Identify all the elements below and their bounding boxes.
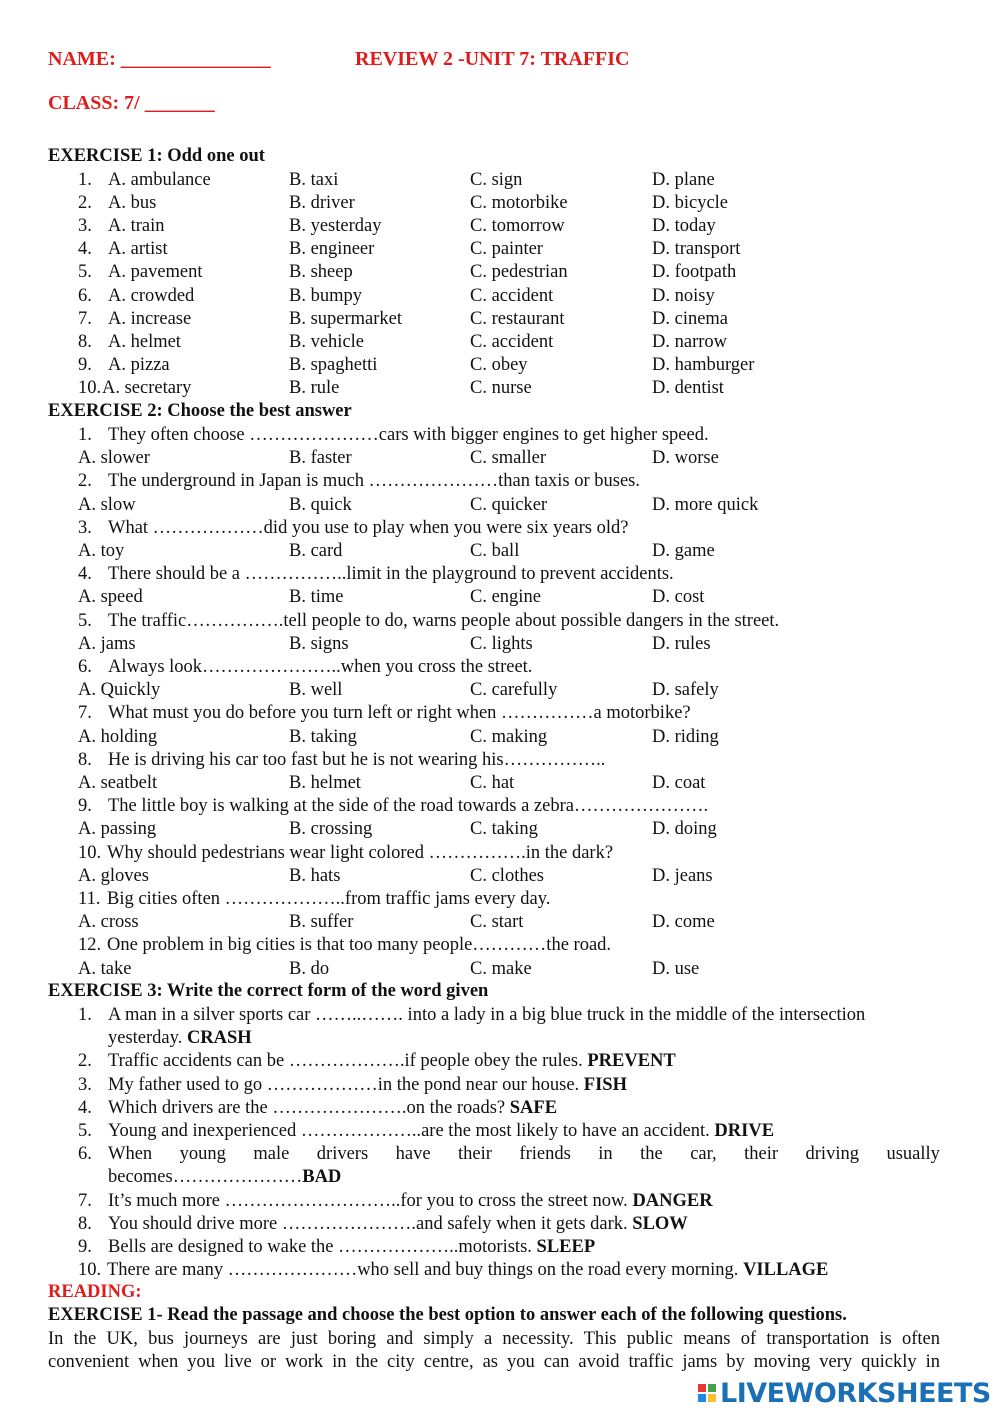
ex2-option-b: B. time <box>289 587 344 608</box>
ex2-question-text: Why should pedestrians wear light colored …………….in the dark? <box>107 842 614 863</box>
ex2-option-c: C. start <box>470 912 524 933</box>
ex1-option-a: A. bus <box>108 193 157 214</box>
ex1-option-d: D. bicycle <box>652 193 729 214</box>
ex1-option-d: D. transport <box>652 239 741 260</box>
ex3-question-number: 9. <box>78 1237 92 1257</box>
ex1-option-c: C. painter <box>470 239 543 260</box>
ex2-option-d: D. game <box>652 541 715 561</box>
ex1-option-a: A. train <box>108 216 165 237</box>
ex2-question-number: 1. <box>78 425 92 445</box>
ex1-option-c: C. tomorrow <box>470 216 565 237</box>
ex3-word-given: FISH <box>583 1074 627 1095</box>
ex3-question-text: My father used to go ………………in the pond near our house. <box>108 1074 584 1095</box>
ex3-question-text: Young and inexperienced ………………..are the most likely to have an accident. <box>108 1121 715 1141</box>
ex1-option-b: B. engineer <box>289 239 375 260</box>
ex3-word-given: VILLAGE <box>743 1260 829 1281</box>
ex3-question-text: Which drivers are the ………………….on the roads? <box>108 1097 510 1118</box>
ex3-question-number: 2. <box>78 1051 92 1072</box>
ex2-question <box>78 424 709 447</box>
ex2-option-d: D. safely <box>652 680 719 701</box>
name-field-label: NAME: _______________ <box>48 48 271 70</box>
ex2-question-text: Always look…………………..when you cross the street. <box>108 657 533 677</box>
ex1-number: 3. <box>78 216 92 237</box>
ex2-option-d: D. come <box>652 912 715 933</box>
ex1-option-d: D. narrow <box>652 331 728 352</box>
ex3-question <box>78 1120 774 1143</box>
ex1-option-a: A. helmet <box>108 331 181 352</box>
ex1-number: 8. <box>78 331 92 352</box>
ex1-option-c: C. obey <box>470 354 528 375</box>
ex1-option-d: D. today <box>652 216 716 237</box>
ex3-question-text: There are many …………………who sell and buy things on the road every morning. <box>107 1260 744 1281</box>
ex3-question <box>78 1004 865 1027</box>
ex3-question-text: Bells are designed to wake the ………………..motorists. <box>108 1237 537 1257</box>
ex2-question-text: The underground in Japan is much …………………than taxis or buses. <box>108 471 640 492</box>
ex2-question-number: 8. <box>78 749 92 770</box>
ex2-question <box>78 470 640 493</box>
ex2-option-a: A. cross <box>78 912 139 933</box>
ex2-question-number: 11. <box>78 889 101 909</box>
reading-passage-line-2: convenient when you live or work in the city centre, as you can avoid traffic jams by moving very quickly in <box>48 1352 940 1372</box>
ex2-question-number: 6. <box>78 657 92 677</box>
ex3-question <box>78 1097 557 1120</box>
ex1-option-b: B. yesterday <box>289 216 382 237</box>
ex2-option-b: B. signs <box>289 633 349 654</box>
ex2-option-a: A. toy <box>78 541 125 561</box>
ex2-question <box>78 888 550 911</box>
ex3-word-given: SLOW <box>632 1213 688 1234</box>
reading-exercise-title: EXERCISE 1- Read the passage and choose the best option to answer each of the following questions. <box>48 1305 847 1325</box>
ex2-question-text: The little boy is walking at the side of the road towards a zebra…………………. <box>108 796 709 817</box>
ex2-option-d: D. use <box>652 958 700 979</box>
ex2-option-b: B. taking <box>289 726 357 747</box>
logo-square <box>708 1384 716 1392</box>
ex3-question-number: 7. <box>78 1190 92 1211</box>
ex2-question <box>78 610 779 633</box>
ex1-option-c: C. sign <box>470 170 523 190</box>
ex2-question-number: 5. <box>78 610 92 631</box>
ex2-option-c: C. ball <box>470 541 520 561</box>
reading-passage-line-1: In the UK, bus journeys are just boring and simply a necessity. This public means of transportation is often <box>48 1329 940 1349</box>
reading-heading: READING: <box>48 1282 142 1302</box>
ex1-option-d: D. footpath <box>652 262 737 283</box>
ex1-option-b: B. rule <box>289 377 340 398</box>
ex1-option-a: A. crowded <box>108 285 195 306</box>
ex2-option-c: C. carefully <box>470 680 558 701</box>
ex3-question <box>78 1213 688 1236</box>
ex2-question-text: The traffic…………….tell people to do, warns people about possible dangers in the street. <box>108 610 780 631</box>
ex2-option-c: C. making <box>470 726 548 747</box>
ex2-option-c: C. make <box>470 958 532 979</box>
ex3-question-continued <box>108 1166 341 1189</box>
ex2-question-text: He is driving his car too fast but he is not wearing his…………….. <box>108 749 606 770</box>
ex3-question-text: When young male drivers have their friends in the car, their driving usually <box>108 1144 940 1165</box>
ex2-option-b: B. crossing <box>289 819 373 840</box>
ex1-number: 9. <box>78 354 92 375</box>
ex3-word-given: DRIVE <box>714 1121 775 1141</box>
ex2-option-a: A. holding <box>78 726 158 747</box>
ex2-option-b: B. do <box>289 958 330 979</box>
logo-square <box>698 1394 706 1402</box>
ex2-option-b: B. hats <box>289 865 341 886</box>
ex2-option-d: D. more quick <box>652 494 759 515</box>
ex1-option-c: C. nurse <box>470 377 532 398</box>
liveworksheets-logo <box>698 1378 991 1408</box>
ex1-number: 2. <box>78 193 92 214</box>
ex1-option-b: B. driver <box>289 193 355 214</box>
ex2-option-c: C. clothes <box>470 865 544 886</box>
ex3-question-text: Traffic accidents can be ……………….if people obey the rules. <box>108 1051 588 1072</box>
ex2-question <box>78 749 605 772</box>
ex2-option-a: A. Quickly <box>78 680 161 701</box>
ex1-option-b: B. vehicle <box>289 331 365 352</box>
ex2-option-b: B. card <box>289 541 343 561</box>
page-title: REVIEW 2 -UNIT 7: TRAFFIC <box>355 48 630 70</box>
ex1-option-d: D. hamburger <box>652 354 755 375</box>
ex1-number: 6. <box>78 285 92 306</box>
ex1-number: 7. <box>78 308 92 329</box>
ex2-question-text: What ………………did you use to play when you were six years old? <box>108 517 629 538</box>
ex2-option-b: B. quick <box>289 494 352 515</box>
ex2-option-a: A. seatbelt <box>78 773 158 793</box>
ex1-option-d: D. cinema <box>652 308 729 329</box>
ex2-option-d: D. worse <box>652 448 719 469</box>
ex2-option-d: D. rules <box>652 633 711 654</box>
ex1-option-c: C. restaurant <box>470 308 565 329</box>
ex2-question-number: 3. <box>78 517 92 538</box>
ex2-question-number: 7. <box>78 703 92 724</box>
ex2-option-d: D. coat <box>652 773 706 793</box>
ex2-option-c: C. quicker <box>470 494 548 515</box>
ex2-option-c: C. engine <box>470 587 541 608</box>
ex1-number: 5. <box>78 262 92 283</box>
ex3-question <box>78 1236 595 1259</box>
ex2-option-a: A. slower <box>78 448 150 469</box>
logo-square <box>708 1394 716 1402</box>
ex3-question-number: 1. <box>78 1005 92 1025</box>
logo-text: LIVEWORKSHEETS <box>720 1377 991 1409</box>
ex3-word-given: DANGER <box>632 1190 713 1211</box>
exercise-3-title: EXERCISE 3: Write the correct form of the word given <box>48 981 489 1001</box>
ex2-option-d: D. doing <box>652 819 717 840</box>
ex2-question-number: 10. <box>78 842 102 863</box>
ex2-question-text: Big cities often ………………..from traffic jams every day. <box>107 889 551 909</box>
ex2-option-a: A. speed <box>78 587 143 608</box>
ex1-option-b: B. taxi <box>289 170 339 190</box>
ex3-question-number: 4. <box>78 1097 92 1118</box>
ex3-word-given: SAFE <box>509 1097 558 1118</box>
ex2-question <box>78 563 674 586</box>
ex2-option-d: D. riding <box>652 726 719 747</box>
ex3-question <box>78 1050 676 1073</box>
logo-squares-icon <box>698 1384 716 1402</box>
ex3-question-number: 8. <box>78 1213 92 1234</box>
ex3-question-continued <box>108 1027 252 1050</box>
ex2-option-a: A. slow <box>78 494 136 515</box>
ex3-question <box>78 1190 713 1213</box>
ex3-question-text: You should drive more ………………….and safely when it gets dark. <box>108 1213 633 1234</box>
ex1-option-d: D. dentist <box>652 377 724 398</box>
ex3-question-number: 3. <box>78 1074 92 1095</box>
ex1-option-c: C. pedestrian <box>470 262 568 283</box>
ex1-option-c: C. accident <box>470 285 554 306</box>
ex2-question <box>78 517 628 540</box>
ex1-option-a: A. pavement <box>108 262 203 283</box>
ex2-option-c: C. hat <box>470 773 515 793</box>
ex2-question <box>78 656 532 679</box>
ex1-option-b: B. supermarket <box>289 308 403 329</box>
class-field-label: CLASS: 7/ _______ <box>48 92 215 114</box>
ex1-option-a: A. secretary <box>102 377 192 398</box>
ex3-word-given: BAD <box>302 1167 342 1188</box>
ex2-question-number: 2. <box>78 471 92 492</box>
ex3-question <box>78 1074 627 1097</box>
ex2-option-b: B. well <box>289 680 343 701</box>
ex1-option-a: A. increase <box>108 308 192 329</box>
ex2-question <box>78 702 691 725</box>
ex2-option-a: A. gloves <box>78 865 149 886</box>
ex3-question-number: 6. <box>78 1144 92 1165</box>
ex1-number: 10. <box>78 377 102 398</box>
ex2-option-a: A. passing <box>78 819 157 840</box>
ex1-option-a: A. artist <box>108 239 168 260</box>
ex1-option-d: D. noisy <box>652 285 715 306</box>
ex2-question-text: There should be a ……………..limit in the playground to prevent accidents. <box>108 564 674 585</box>
logo-square <box>698 1384 706 1392</box>
ex3-question-text: It’s much more ………………………..for you to cross the street now. <box>108 1190 633 1211</box>
ex1-option-b: B. bumpy <box>289 285 362 306</box>
exercise-1-title: EXERCISE 1: Odd one out <box>48 146 265 166</box>
exercise-2-title: EXERCISE 2: Choose the best answer <box>48 401 352 421</box>
ex3-question <box>78 1259 828 1282</box>
ex1-option-b: B. sheep <box>289 262 353 283</box>
ex2-question-text: They often choose …………………cars with bigger engines to get higher speed. <box>108 425 709 445</box>
ex3-question-number: 5. <box>78 1121 92 1141</box>
ex3-word-given: PREVENT <box>587 1051 676 1072</box>
ex2-question <box>78 795 708 818</box>
ex2-question-text: One problem in big cities is that too many people…………the road. <box>107 935 612 956</box>
ex2-question-text: What must you do before you turn left or right when ……………a motorbike? <box>108 703 691 724</box>
ex3-word-given: SLEEP <box>536 1237 596 1257</box>
ex2-question <box>78 934 611 957</box>
ex2-option-d: D. jeans <box>652 865 713 886</box>
ex2-option-b: B. helmet <box>289 773 361 793</box>
ex2-option-a: A. jams <box>78 633 136 654</box>
ex2-question-number: 9. <box>78 796 92 817</box>
ex1-option-a: A. pizza <box>108 354 170 375</box>
ex2-question-number: 4. <box>78 564 92 585</box>
ex2-question-number: 12. <box>78 935 102 956</box>
ex3-question-text-continued: becomes………………… <box>108 1167 303 1188</box>
ex3-question-number: 10. <box>78 1260 102 1281</box>
ex3-question <box>78 1143 940 1166</box>
ex3-word-given: CRASH <box>186 1028 252 1049</box>
ex2-option-a: A. take <box>78 958 132 979</box>
ex1-option-b: B. spaghetti <box>289 354 378 375</box>
ex2-option-c: C. smaller <box>470 448 547 469</box>
ex3-question-text: A man in a silver sports car ……..……. into a lady in a big blue truck in the middle of the intersection <box>108 1005 866 1025</box>
ex1-option-a: A. ambulance <box>108 170 211 190</box>
ex1-number: 1. <box>78 170 92 190</box>
ex2-option-c: C. lights <box>470 633 533 654</box>
ex2-option-c: C. taking <box>470 819 538 840</box>
ex1-option-c: C. motorbike <box>470 193 568 214</box>
ex1-option-d: D. plane <box>652 170 715 190</box>
ex2-option-b: B. suffer <box>289 912 354 933</box>
ex1-option-c: C. accident <box>470 331 554 352</box>
ex2-question <box>78 842 613 865</box>
ex3-question-text-continued: yesterday. <box>108 1028 187 1049</box>
ex2-option-b: B. faster <box>289 448 352 469</box>
ex2-option-d: D. cost <box>652 587 705 608</box>
ex1-number: 4. <box>78 239 92 260</box>
